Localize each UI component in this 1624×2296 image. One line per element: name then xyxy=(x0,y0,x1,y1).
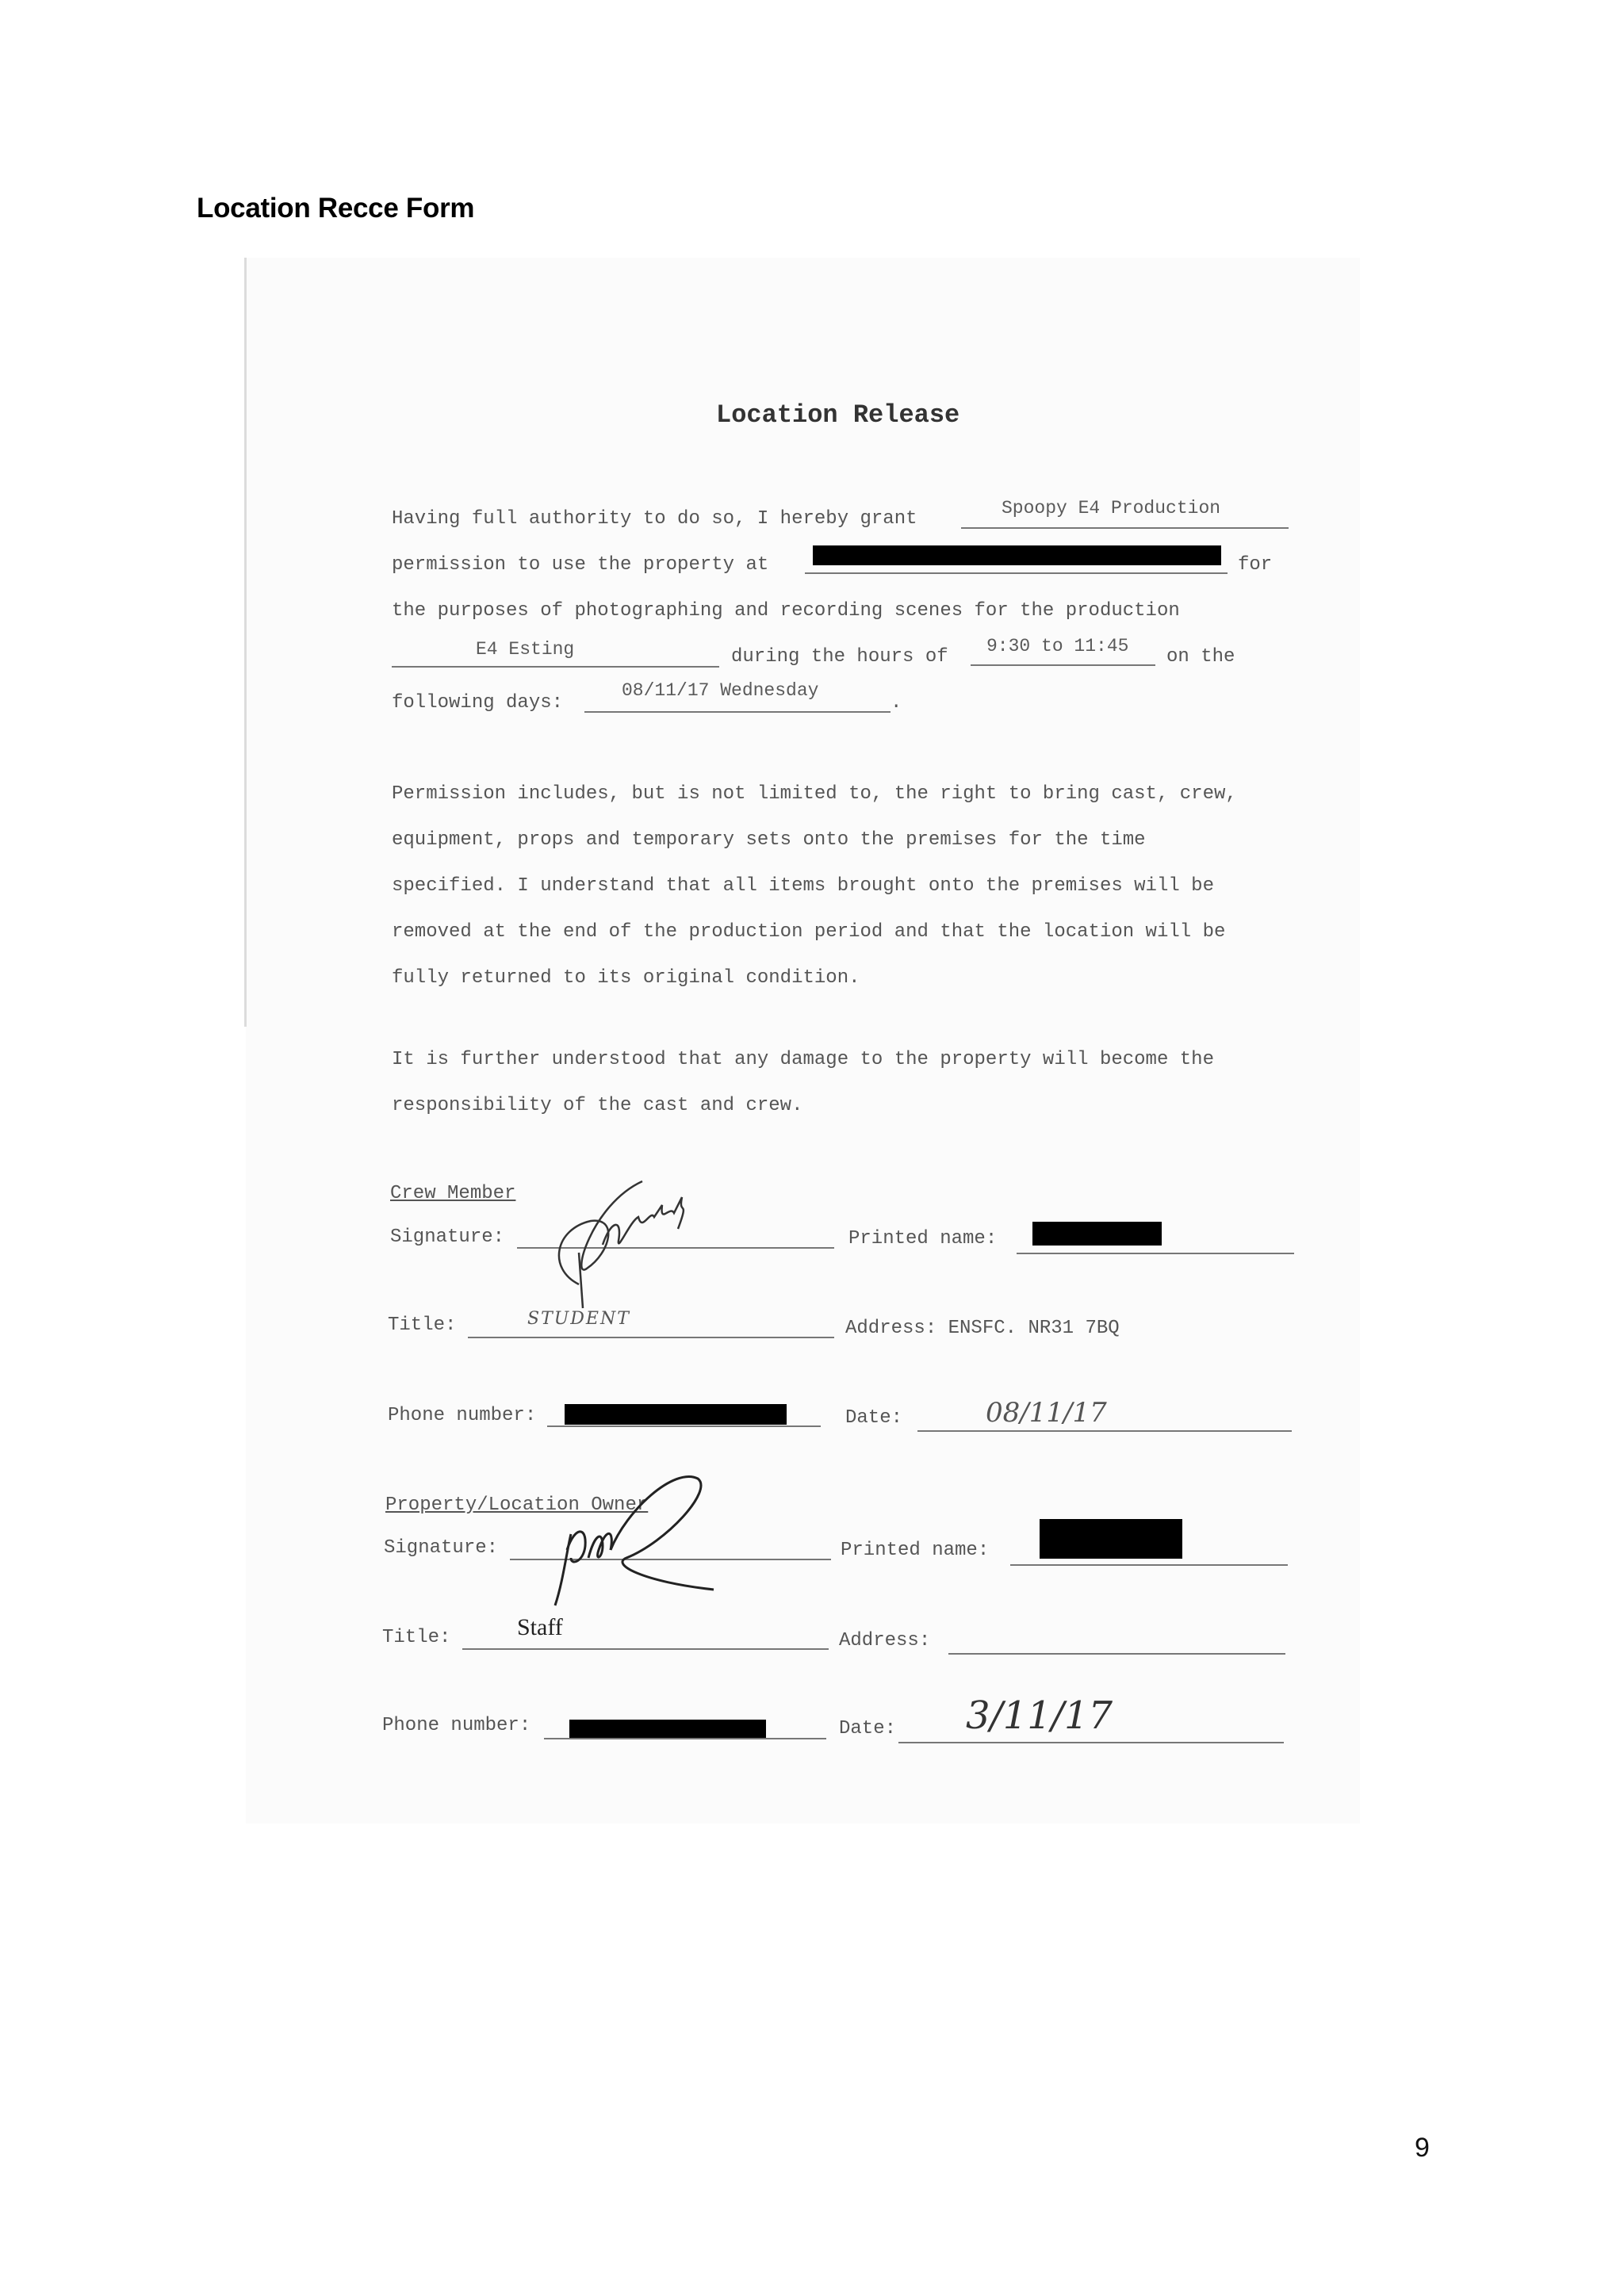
grant-line1-text: Having full authority to do so, I hereby grant xyxy=(392,508,917,530)
scanned-form xyxy=(246,258,1360,1823)
owner-address-underline xyxy=(948,1653,1285,1655)
days-text: following days: xyxy=(392,692,564,714)
crew-phone-label: Phone number: xyxy=(388,1405,537,1426)
owner-phone-label: Phone number: xyxy=(382,1715,531,1736)
permission-line: specified. I understand that all items brought onto the premises will be xyxy=(392,875,1214,897)
crew-title-label: Title: xyxy=(388,1314,457,1336)
owner-printed-name-redaction xyxy=(1040,1519,1182,1559)
grantee-underline xyxy=(961,527,1289,529)
owner-title-underline xyxy=(462,1648,829,1650)
crew-printed-name-label: Printed name: xyxy=(848,1228,998,1249)
property-address-redaction xyxy=(813,545,1221,565)
owner-printed-name-underline xyxy=(1010,1564,1288,1566)
crew-printed-name-underline xyxy=(1017,1253,1294,1254)
permission-line: fully returned to its original condition. xyxy=(392,967,860,989)
production-underline xyxy=(392,666,719,668)
form-title: Location Release xyxy=(716,400,960,430)
crew-date-value: 08/11/17 xyxy=(986,1397,1107,1429)
permission-line: Permission includes, but is not limited to, the right to bring cast, crew, xyxy=(392,783,1237,805)
damage-line: It is further understood that any damage to the property will become the xyxy=(392,1049,1214,1070)
crew-title-underline xyxy=(468,1337,834,1338)
owner-phone-underline xyxy=(544,1738,826,1739)
owner-date-value: 3/11/17 xyxy=(966,1693,1113,1738)
owner-signature-label: Signature: xyxy=(384,1537,499,1559)
owner-section-label: Property/Location Owner xyxy=(385,1494,649,1516)
owner-title-value: Staff xyxy=(517,1614,563,1640)
crew-signature-image xyxy=(523,1173,714,1316)
crew-title-value: STUDENT xyxy=(527,1309,630,1329)
owner-phone-redaction xyxy=(569,1720,766,1739)
crew-date-underline xyxy=(917,1430,1292,1432)
hours-underline xyxy=(971,664,1155,666)
on-the-text: on the xyxy=(1166,646,1235,668)
grant-line2-text: permission to use the property at xyxy=(392,554,769,576)
owner-printed-name-label: Printed name: xyxy=(841,1540,990,1561)
permission-line: removed at the end of the production period and that the location will be xyxy=(392,921,1226,943)
days-underline xyxy=(584,711,891,713)
crew-section-label: Crew Member xyxy=(390,1183,516,1204)
production-value: E4 Esting xyxy=(476,639,575,660)
owner-date-underline xyxy=(898,1742,1284,1743)
days-end: . xyxy=(891,692,902,714)
crew-signature-label: Signature: xyxy=(390,1226,505,1248)
scan-edge-divider xyxy=(244,258,247,1027)
crew-date-label: Date: xyxy=(845,1407,903,1429)
page-number: 9 xyxy=(1415,2133,1430,2163)
crew-phone-redaction xyxy=(565,1404,787,1425)
crew-printed-name-redaction xyxy=(1032,1222,1162,1246)
grant-line2-end: for xyxy=(1238,554,1273,576)
owner-title-label: Title: xyxy=(382,1627,451,1648)
during-text: during the hours of xyxy=(731,646,948,668)
grant-line3-text: the purposes of photographing and recording scenes for the production xyxy=(392,600,1180,622)
grantee-value: Spoopy E4 Production xyxy=(1002,498,1221,519)
crew-address-label: Address: ENSFC. NR31 7BQ xyxy=(845,1318,1120,1339)
days-value: 08/11/17 Wednesday xyxy=(622,680,819,701)
property-underline xyxy=(805,572,1228,574)
crew-phone-underline xyxy=(547,1425,821,1427)
owner-address-label: Address: xyxy=(839,1630,931,1651)
damage-line: responsibility of the cast and crew. xyxy=(392,1095,803,1116)
hours-value: 9:30 to 11:45 xyxy=(986,636,1129,656)
owner-signature-image xyxy=(523,1471,722,1613)
permission-line: equipment, props and temporary sets onto the premises for the time xyxy=(392,829,1146,851)
page-heading: Location Recce Form xyxy=(197,193,475,224)
owner-date-label: Date: xyxy=(839,1718,897,1739)
